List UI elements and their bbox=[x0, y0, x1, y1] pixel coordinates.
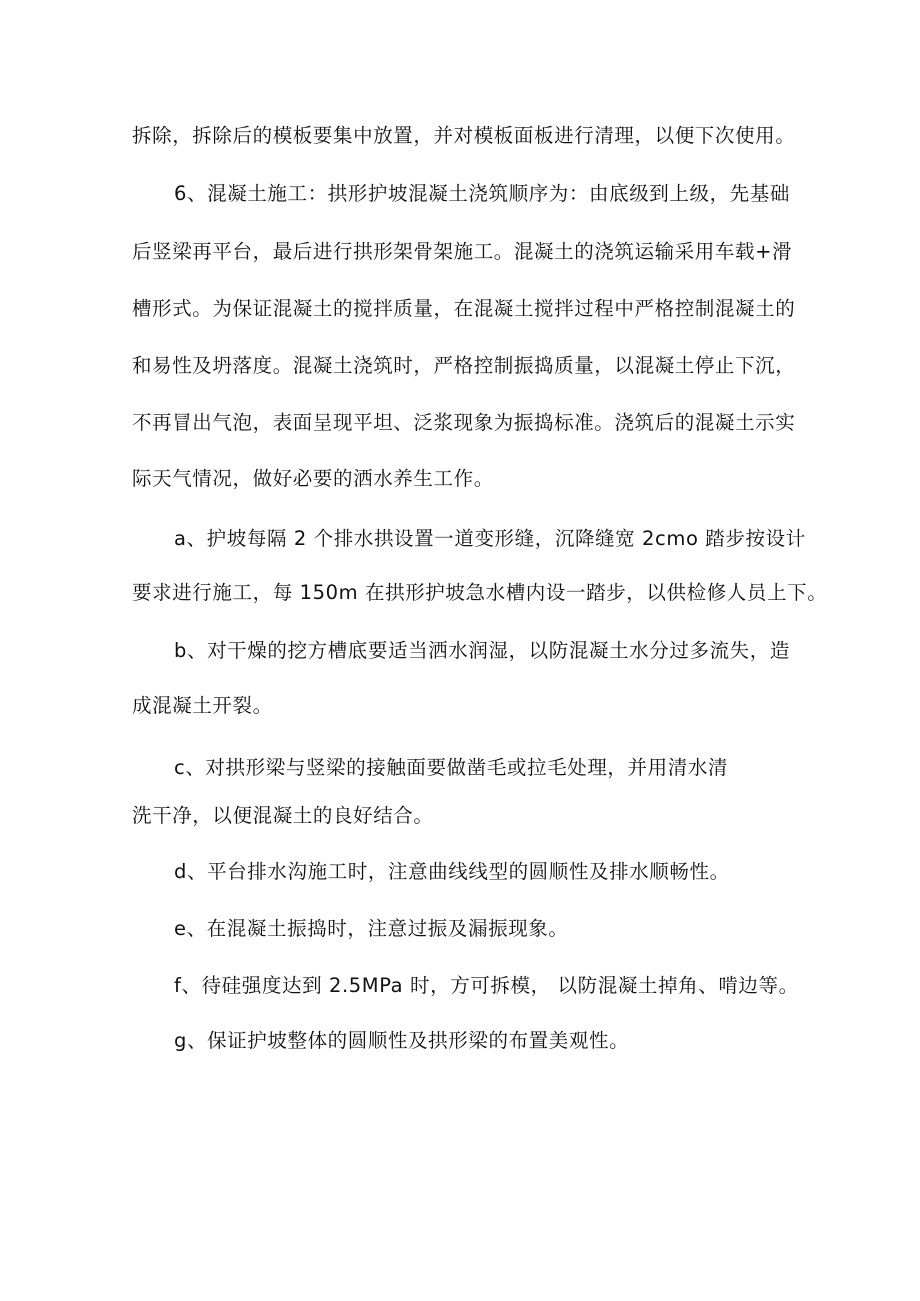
text-line: 要求进行施工，每 150m 在拱形护坡急水槽内设一踏步，以供检修人员上下。 bbox=[132, 581, 828, 604]
text-line: 际天气情况，做好必要的洒水养生工作。 bbox=[132, 467, 494, 490]
text-line: 后竖梁再平台，最后进行拱形架骨架施工。混凝土的浇筑运输采用车载+滑 bbox=[132, 240, 793, 263]
item-d: d、平台排水沟施工时，注意曲线线型的圆顺性及排水顺畅性。 bbox=[174, 860, 730, 883]
item-c-start: c、对拱形梁与竖梁的接触面要做凿毛或拉毛处理，并用清水清 bbox=[174, 756, 729, 779]
text-line: 拆除，拆除后的模板要集中放置，并对模板面板进行清理，以便下次使用。 bbox=[132, 124, 796, 147]
text-line: 不再冒出气泡，表面呈现平坦、泛浆现象为振捣标准。浇筑后的混凝土示实 bbox=[132, 411, 796, 434]
text-line: 洗干净，以便混凝土的良好结合。 bbox=[132, 804, 434, 827]
item-f: f、待硅强度达到 2.5MPa 时，方可拆模， 以防混凝土掉角、啃边等。 bbox=[174, 974, 799, 997]
item-b-start: b、对干燥的挖方槽底要适当洒水润湿，以防混凝土水分过多流失，造 bbox=[174, 639, 790, 662]
text-line: 和易性及坍落度。混凝土浇筑时，严格控制振捣质量，以混凝土停止下沉， bbox=[132, 354, 796, 377]
item-e: e、在混凝土振捣时，注意过振及漏振现象。 bbox=[174, 917, 569, 940]
text-line: 槽形式。为保证混凝土的搅拌质量，在混凝土搅拌过程中严格控制混凝土的 bbox=[132, 297, 796, 320]
paragraph-6-start: 6、混凝土施工：拱形护坡混凝土浇筑顺序为：由底级到上级，先基础 bbox=[174, 182, 791, 205]
text-line: 成混凝土开裂。 bbox=[132, 694, 273, 717]
item-g: g、保证护坡整体的圆顺性及拱形梁的布置美观性。 bbox=[174, 1029, 630, 1052]
item-a-start: a、护坡每隔 2 个排水拱设置一道变形缝，沉降缝宽 2cmo 踏步按设计 bbox=[174, 527, 806, 550]
